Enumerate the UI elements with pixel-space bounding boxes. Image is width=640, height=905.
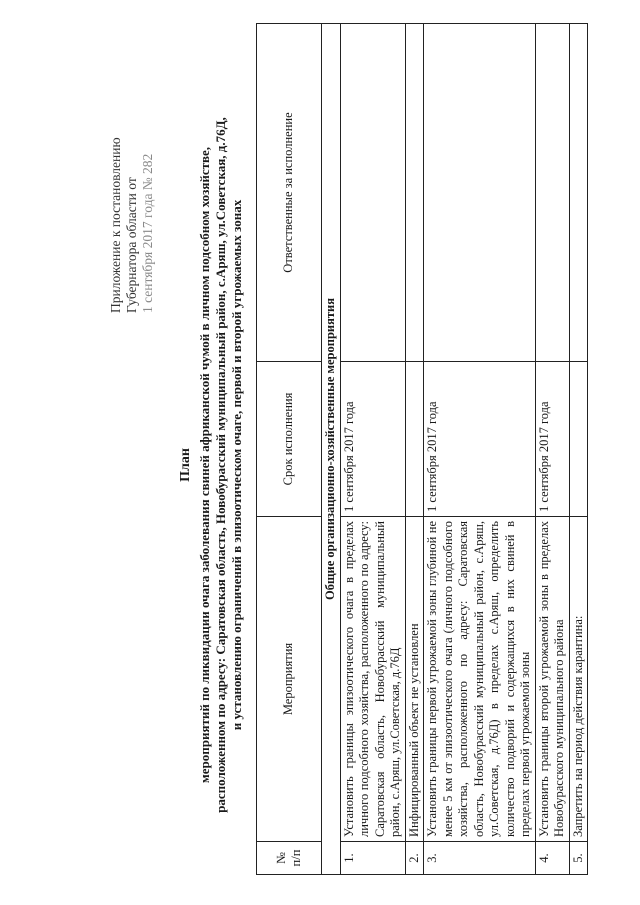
- header-action: Мероприятия: [257, 517, 322, 842]
- row-num: 2.: [405, 842, 424, 875]
- row-action: Установить границы первой угрожаемой зоны глубиной не менее 5 км от эпизоотического очага (личного подсобного хозяйства, расположенного по адресу: Саратовская область, Новобурасский муниципальный район, с.Аряш, ул.Советская, д.76Д) в пределах с.Аряш, определить количество подворий и содержащихся в них свиней в пределах первой угрожаемой зоны: [424, 517, 536, 842]
- appendix-line-3: 1 сентября 2017 года № 282: [140, 153, 155, 313]
- row-term: 1 сентября 2017 года: [424, 362, 536, 517]
- appendix-line-2: Губернатора области от: [124, 177, 139, 313]
- section-title: Общие организационно-хозяйственные мероприятия: [322, 24, 341, 875]
- table-row: [340, 24, 405, 875]
- row-num: 1.: [340, 842, 405, 875]
- row-num: 3.: [424, 842, 536, 875]
- row-num: 4.: [535, 842, 569, 875]
- row-responsible: [405, 24, 424, 362]
- row-term: [405, 362, 424, 517]
- row-responsible: [340, 24, 405, 362]
- row-responsible: [569, 24, 588, 362]
- section-row: [322, 24, 341, 875]
- row-term: 1 сентября 2017 года: [535, 362, 569, 517]
- row-term: 1 сентября 2017 года: [340, 362, 405, 517]
- header-num: № п/п: [257, 842, 322, 875]
- title-main: План: [178, 448, 193, 482]
- row-action: Установить границы эпизоотического очага в пределах личного подсобного хозяйства, расположенного по адресу: Саратовская область, Новобурасский муниципальный район, с.Аряш, ул.Советская, д.76Д: [340, 517, 405, 842]
- document-title: [178, 65, 245, 865]
- row-responsible: [535, 24, 569, 362]
- table-row: [424, 24, 536, 875]
- row-num: 5.: [569, 842, 588, 875]
- row-action: Инфицированный объект не установлен: [405, 517, 424, 842]
- table-row: [405, 24, 424, 875]
- plan-table: [256, 23, 588, 875]
- table-row: [569, 24, 588, 875]
- title-line-2: расположенном по адресу: Саратовская область, Новобурасский муниципальный район, с.Аряш, ул.Советская, д.76Д,: [213, 117, 228, 813]
- table-header-row: [257, 24, 322, 875]
- table-row: [535, 24, 569, 875]
- row-action: Установить границы второй угрожаемой зоны в пределах Новобурасского муниципального района: [535, 517, 569, 842]
- header-term: Срок исполнения: [257, 362, 322, 517]
- header-responsible: Ответственные за исполнение: [257, 24, 322, 362]
- appendix-note: [108, 83, 156, 313]
- row-responsible: [424, 24, 536, 362]
- appendix-line-1: Приложение к постановлению: [108, 137, 123, 313]
- row-term: [569, 362, 588, 517]
- title-line-1: мероприятий по ликвидации очага заболевания свиней африканской чумой в личном подсобном хозяйстве,: [197, 146, 212, 784]
- title-line-3: и установлению ограничений в эпизоотическом очаге, первой и второй угрожаемых зонах: [229, 199, 244, 731]
- row-action: Запретить на период действия карантина:: [569, 517, 588, 842]
